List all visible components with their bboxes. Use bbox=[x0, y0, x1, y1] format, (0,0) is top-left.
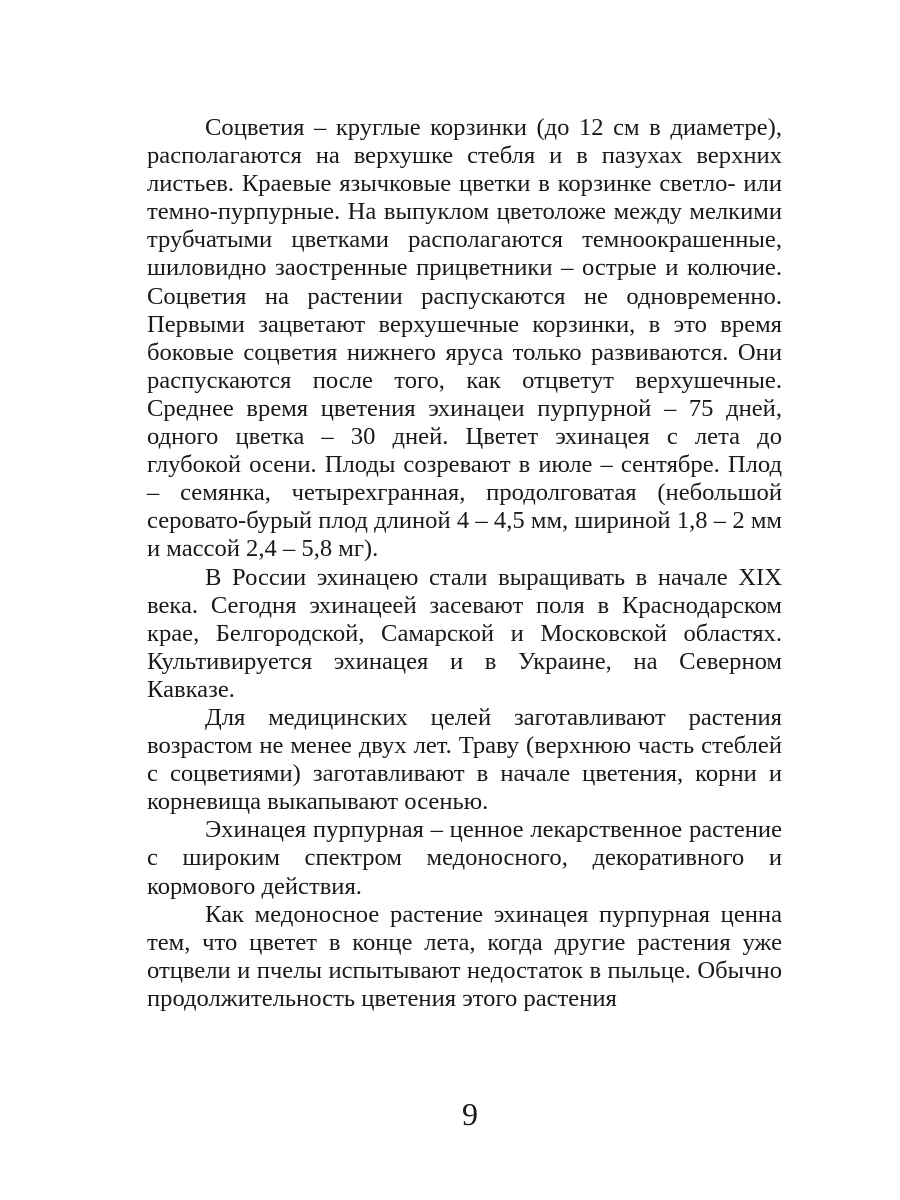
paragraph-honey-plant: Как медоносное растение эхинацея пурпурная ценна тем, что цветет в конце лета, когда другие растения уже отцвели и пчелы испытывают недостаток в пыльце. Обычно продолжительность цветения этого растения bbox=[147, 900, 782, 1012]
paragraph-value: Эхинацея пурпурная – ценное лекарственное растение с широким спектром медоносного, декоративного и кормового действия. bbox=[147, 816, 782, 900]
paragraph-cultivation-russia: В России эхинацею стали выращивать в начале XIX века. Сегодня эхинацеей засевают поля в Краснодарском крае, Белгородской, Самарской и Московской областях. Культивируется эхинацея и в Украине, на Северном Кавказе. bbox=[147, 563, 782, 703]
body-text bbox=[147, 114, 782, 1013]
page-number: 9 bbox=[462, 1096, 478, 1132]
paragraph-inflorescence: Соцветия – круглые корзинки (до 12 см в диаметре), располагаются на верхушке стебля и в пазухах верхних листьев. Краевые язычковые цветки в корзинке светло- или темно-пурпурные. На выпуклом цветоложе между мелкими трубчатыми цветками располагаются темноокрашенные, шиловидно заостренные прицветники – острые и колючие. Соцветия на растении распускаются не одновременно. Первыми зацветают верхушечные корзинки, в это время боковые соцветия нижнего яруса только развиваются. Они распускаются после того, как отцветут верхушечные. Среднее время цветения эхинацеи пурпурной – 75 дней, одного цветка – 30 дней. Цветет эхинацея с лета до глубокой осени. Плоды созревают в июле – сентябре. Плод – семянка, четырехгранная, продолговатая (небольшой серовато-бурый плод длиной 4 – 4,5 мм, шириной 1,8 – 2 мм и массой 2,4 – 5,8 мг). bbox=[147, 114, 782, 563]
paragraph-harvesting: Для медицинских целей заготавливают растения возрастом не менее двух лет. Траву (верхнюю часть стеблей с соцветиями) заготавливают в начале цветения, корни и корневища выкапывают осенью. bbox=[147, 703, 782, 816]
